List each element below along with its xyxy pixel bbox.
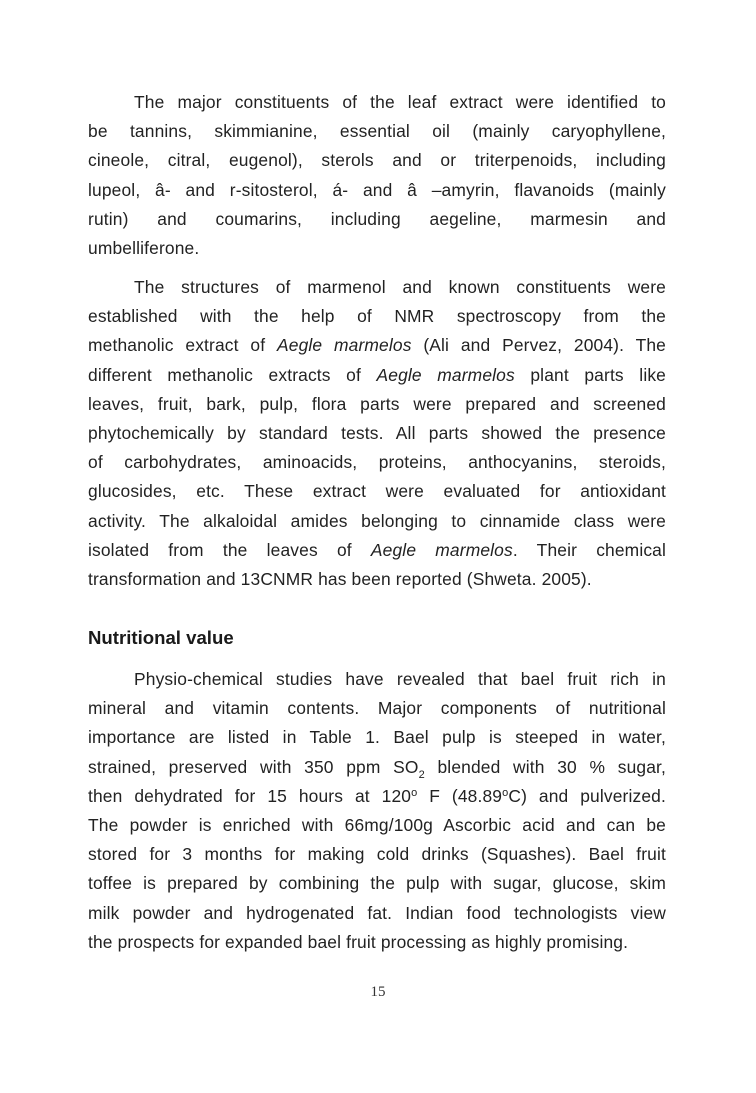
- species-name: Aegle marmelos: [277, 335, 412, 356]
- text-line: Physio-chemical studies have revealed that bael fruit rich in: [134, 669, 666, 689]
- text-run: different methanolic extracts of: [88, 364, 377, 385]
- text-run: (Ali and Pervez, 2004). The: [411, 335, 666, 356]
- text-line: [88, 331, 666, 360]
- text-line: stored for 3 months for making cold drinks (Squashes). Bael fruit: [88, 844, 666, 865]
- text-line: [88, 753, 666, 782]
- text-line: activity. The alkaloidal amides belonging to cinnamide class were: [88, 510, 666, 531]
- degree-superscript: o: [411, 786, 418, 799]
- paragraph-leaf-constituents: [88, 88, 666, 263]
- text-line: The structures of marmenol and known constituents were: [134, 277, 666, 297]
- text-line: established with the help of NMR spectroscopy from the: [88, 306, 666, 327]
- text-line: lupeol, â- and r-sitosterol, á- and â –amyrin, flavanoids (mainly: [88, 179, 666, 200]
- page-number: 15: [370, 984, 386, 1000]
- text-line: importance are listed in Table 1. Bael pulp is steeped in water,: [88, 727, 666, 748]
- text-line: umbelliferone.: [88, 238, 200, 259]
- text-run: methanolic extract of: [88, 335, 277, 356]
- paragraph-marmenol-structures: [88, 273, 666, 594]
- text-line: leaves, fruit, bark, pulp, flora parts were prepared and screened: [88, 393, 666, 414]
- text-run: C) and pulverized.: [508, 785, 666, 806]
- text-line: transformation and 13CNMR has been reported (Shweta. 2005).: [88, 569, 592, 590]
- text-line: be tannins, skimmianine, essential oil (mainly caryophyllene,: [88, 121, 666, 142]
- text-line: of carbohydrates, aminoacids, proteins, anthocyanins, steroids,: [88, 452, 666, 473]
- paragraph-nutritional-value: [88, 665, 666, 957]
- species-name: Aegle marmelos: [370, 539, 513, 560]
- text-line: phytochemically by standard tests. All parts showed the presence: [88, 423, 666, 444]
- text-line: [88, 361, 666, 390]
- text-run: . Their chemical: [512, 539, 667, 560]
- text-line: mineral and vitamin contents. Major components of nutritional: [88, 698, 666, 719]
- text-run: then dehydrated for 15 hours at 120: [88, 785, 412, 806]
- text-line: the prospects for expanded bael fruit processing as highly promising.: [88, 931, 629, 952]
- text-line: The major constituents of the leaf extract were identified to: [134, 92, 666, 112]
- text-run: F (48.89: [417, 785, 503, 806]
- text-line: The powder is enriched with 66mg/100g Ascorbic acid and can be: [88, 815, 666, 836]
- text-line: [88, 782, 666, 811]
- subscript: 2: [418, 768, 425, 781]
- species-name: Aegle marmelos: [376, 364, 515, 385]
- text-run: isolated from the leaves of: [88, 539, 371, 560]
- text-line: [88, 536, 666, 565]
- degree-superscript: o: [502, 786, 509, 799]
- text-line: toffee is prepared by combining the pulp with sugar, glucose, skim: [88, 873, 666, 894]
- text-run: strained, preserved with 350 ppm SO: [88, 756, 419, 777]
- text-line: milk powder and hydrogenated fat. Indian food technologists view: [88, 902, 666, 923]
- text-line: rutin) and coumarins, including aegeline, marmesin and: [88, 208, 666, 229]
- section-heading: Nutritional value: [88, 627, 234, 648]
- text-run: plant parts like: [514, 364, 667, 385]
- text-run: blended with 30 % sugar,: [424, 756, 666, 777]
- text-line: glucosides, etc. These extract were evaluated for antioxidant: [88, 481, 666, 502]
- text-line: cineole, citral, eugenol), sterols and or triterpenoids, including: [88, 150, 666, 171]
